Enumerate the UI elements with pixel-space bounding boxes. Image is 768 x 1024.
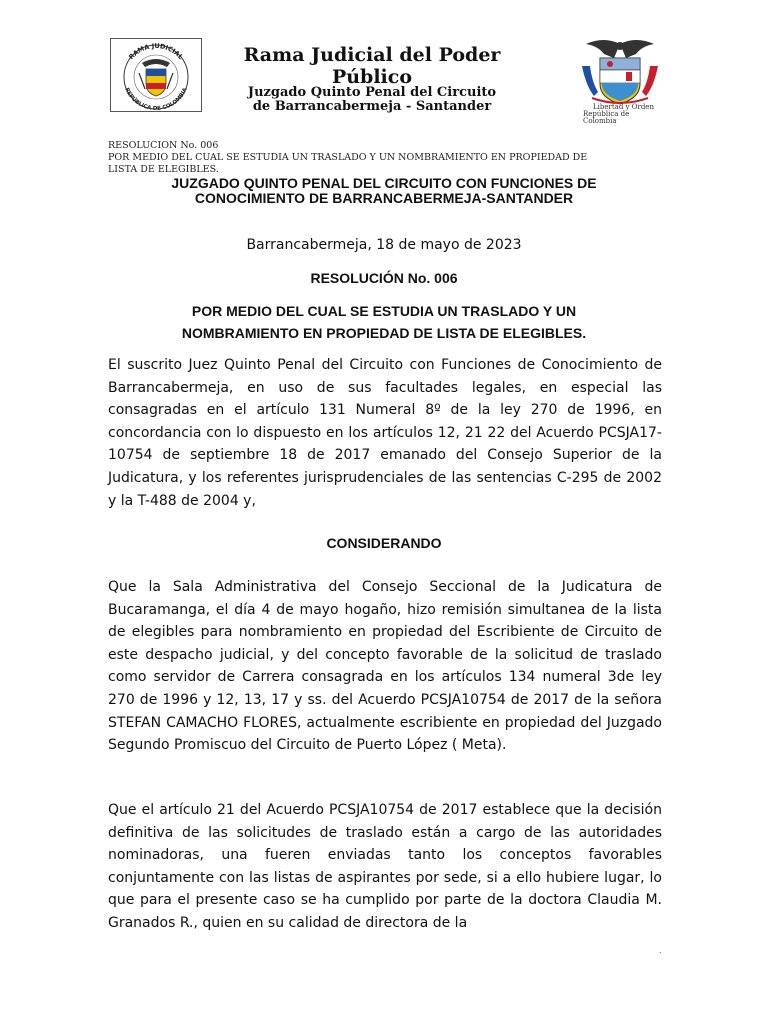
juzgado-heading-line1: JUZGADO QUINTO PENAL DEL CIRCUITO CON FUNCIONES DE bbox=[171, 175, 597, 191]
svg-text:RAMA JUDICIAL bbox=[127, 42, 185, 61]
court-subtitle-line2: de Barrancabermeja - Santander bbox=[252, 99, 492, 114]
court-subtitle-line1: Juzgado Quinto Penal del Circuito bbox=[247, 85, 497, 100]
paragraph-preamble: El suscrito Juez Quinto Penal del Circuito con Funciones de Conocimiento de Barrancabermeja, en uso de sus facultades legales, en especial las consagradas en el artículo 131 Numeral 8º de la ley 270 de 1996, en concordancia con lo dispuesto en los artículos 12, 21 22 del Acuerdo PCSJA17-10754 de septiembre 18 de 2017 emanado del Consejo Superior de la Judicatura, y los referentes jurisprudenciales de las sentencias C-295 de 2002 y la T-488 de 2004 y, bbox=[108, 357, 662, 509]
date-line: Barrancabermeja, 18 de mayo de 2023 bbox=[246, 237, 522, 253]
court-subtitle bbox=[232, 86, 512, 114]
running-head-line3: LISTA DE ELEGIBLES. bbox=[108, 164, 219, 175]
section-title-considerando: CONSIDERANDO bbox=[326, 535, 442, 551]
resolution-subject-line1: POR MEDIO DEL CUAL SE ESTUDIA UN TRASLADO Y UN bbox=[191, 303, 577, 319]
running-head bbox=[108, 140, 668, 176]
running-head-line1: RESOLUCION No. 006 bbox=[108, 140, 219, 151]
page-mark: . bbox=[659, 946, 662, 955]
seal-left-top-text: RAMA JUDICIAL bbox=[127, 41, 185, 62]
paragraph-considerando-1: Que la Sala Administrativa del Consejo Seccional de la Judicatura de Bucaramanga, el día 4 de mayo hogaño, hizo remisión simultanea de la lista de elegibles para nombramiento en propiedad del Escribiente de Circuito de este despacho judicial, y del concepto favorable de la solicitud de traslado como servidor de Carrera consagrada en los artículos 134 numeral 3de ley 270 de 1996 y 12, 13, 17 y ss. del Acuerdo PCSJA10754 de 2017 de la señora STEFAN CAMACHO FLORES, actualmente escribiente en propiedad del Juzgado Segundo Promiscuo del Circuito de Puerto López ( Meta). bbox=[108, 579, 662, 754]
resolution-subject-line2: NOMBRAMIENTO EN PROPIEDAD DE LISTA DE ELEGIBLES. bbox=[181, 325, 587, 341]
rama-judicial-seal-icon bbox=[110, 38, 202, 112]
resolution-number: RESOLUCIÓN No. 006 bbox=[310, 270, 458, 286]
running-head-line2: POR MEDIO DEL CUAL SE ESTUDIA UN TRASLADO Y UN NOMBRAMIENTO EN PROPIEDAD DE bbox=[108, 152, 588, 163]
court-title: Rama Judicial del Poder Público bbox=[243, 44, 501, 88]
coat-of-arms-caption-line2: República de bbox=[583, 110, 630, 118]
juzgado-heading-line2: CONOCIMIENTO DE BARRANCABERMEJA-SANTANDER bbox=[194, 190, 574, 206]
coat-of-arms-caption-line1: Libertad y Orden bbox=[593, 103, 654, 111]
letterhead bbox=[0, 0, 768, 135]
coat-of-arms-caption bbox=[583, 104, 663, 125]
juzgado-heading bbox=[108, 176, 660, 206]
paragraph-considerando-2: Que el artículo 21 del Acuerdo PCSJA10754 de 2017 establece que la decisión definitiva de las solicitudes de traslado están a cargo de las autoridades nominadoras, una fueren enviadas tanto los conceptos favorables conjuntamente con las listas de aspirantes por sede, si a ello hubiere lugar, lo que para el presente caso se ha cumplido por parte de la doctora Claudia M. Granados R., quien en su calidad de directora de la bbox=[108, 802, 662, 931]
resolution-subject bbox=[108, 300, 660, 344]
seal-left-bottom-text: REPÚBLICA DE COLOMBIA bbox=[123, 87, 189, 111]
coat-of-arms-caption-line3: Colombia bbox=[583, 117, 617, 125]
